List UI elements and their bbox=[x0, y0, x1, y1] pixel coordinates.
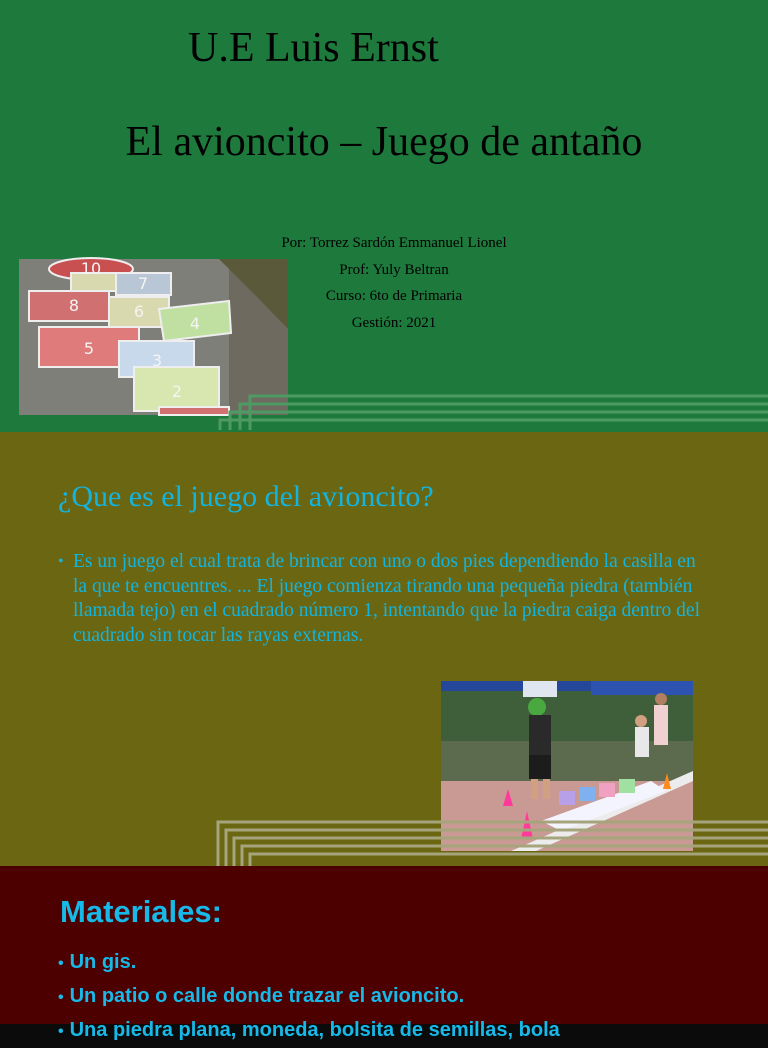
list-item bbox=[58, 1014, 560, 1048]
credit-year: Gestión: 2021 bbox=[351, 314, 437, 331]
list-item-text: Una piedra plana, moneda, bolsita de semillas, bola bbox=[69, 1019, 560, 1041]
hopscotch-label: 3 bbox=[151, 351, 163, 370]
corner-decoration bbox=[218, 818, 768, 866]
materials-slide bbox=[0, 866, 768, 1041]
slide-heading: Materiales: bbox=[60, 894, 222, 929]
title-slide bbox=[0, 0, 768, 432]
bullet-icon: • bbox=[58, 1023, 64, 1040]
corner-decoration bbox=[220, 390, 768, 432]
list-item-text: Un gis. bbox=[69, 951, 137, 973]
hopscotch-label: 2 bbox=[171, 382, 183, 401]
hopscotch-label: 6 bbox=[133, 302, 145, 321]
hopscotch-label: 5 bbox=[83, 339, 95, 358]
bullet-icon: • bbox=[58, 955, 64, 972]
hopscotch-label: 7 bbox=[137, 274, 149, 293]
list-item-text: Un patio o calle donde trazar el avioncito. bbox=[69, 985, 465, 1007]
description-text: Es un juego el cual trata de brincar con uno o dos pies dependiendo la casilla en la que te encuentres. ... El juego comienza tirando una pequeña piedra (también llamada tejo) en el cuadrado número 1, intentando que la piedra caiga dentro del cuadrado sin tocar las rayas externas. bbox=[73, 551, 700, 646]
list-item bbox=[58, 946, 560, 980]
slide-heading: ¿Que es el juego del avioncito? bbox=[58, 480, 434, 513]
school-name: U.E Luis Ernst bbox=[188, 25, 439, 71]
credit-teacher: Prof: Yuly Beltran bbox=[339, 261, 449, 278]
bullet-icon: • bbox=[58, 989, 64, 1006]
credit-author: Por: Torrez Sardón Emmanuel Lionel bbox=[281, 235, 507, 251]
bullet-icon: • bbox=[58, 553, 64, 570]
hopscotch-label: 10 bbox=[80, 259, 102, 278]
definition-slide bbox=[0, 432, 768, 866]
list-item bbox=[58, 980, 560, 1014]
materials-list bbox=[58, 946, 560, 1048]
hopscotch-label: 4 bbox=[189, 314, 201, 333]
description-paragraph bbox=[58, 550, 708, 648]
credit-course: Curso: 6to de Primaria bbox=[325, 288, 463, 304]
slide-title: El avioncito – Juego de antaño bbox=[125, 119, 643, 165]
hopscotch-label: 8 bbox=[68, 296, 80, 315]
